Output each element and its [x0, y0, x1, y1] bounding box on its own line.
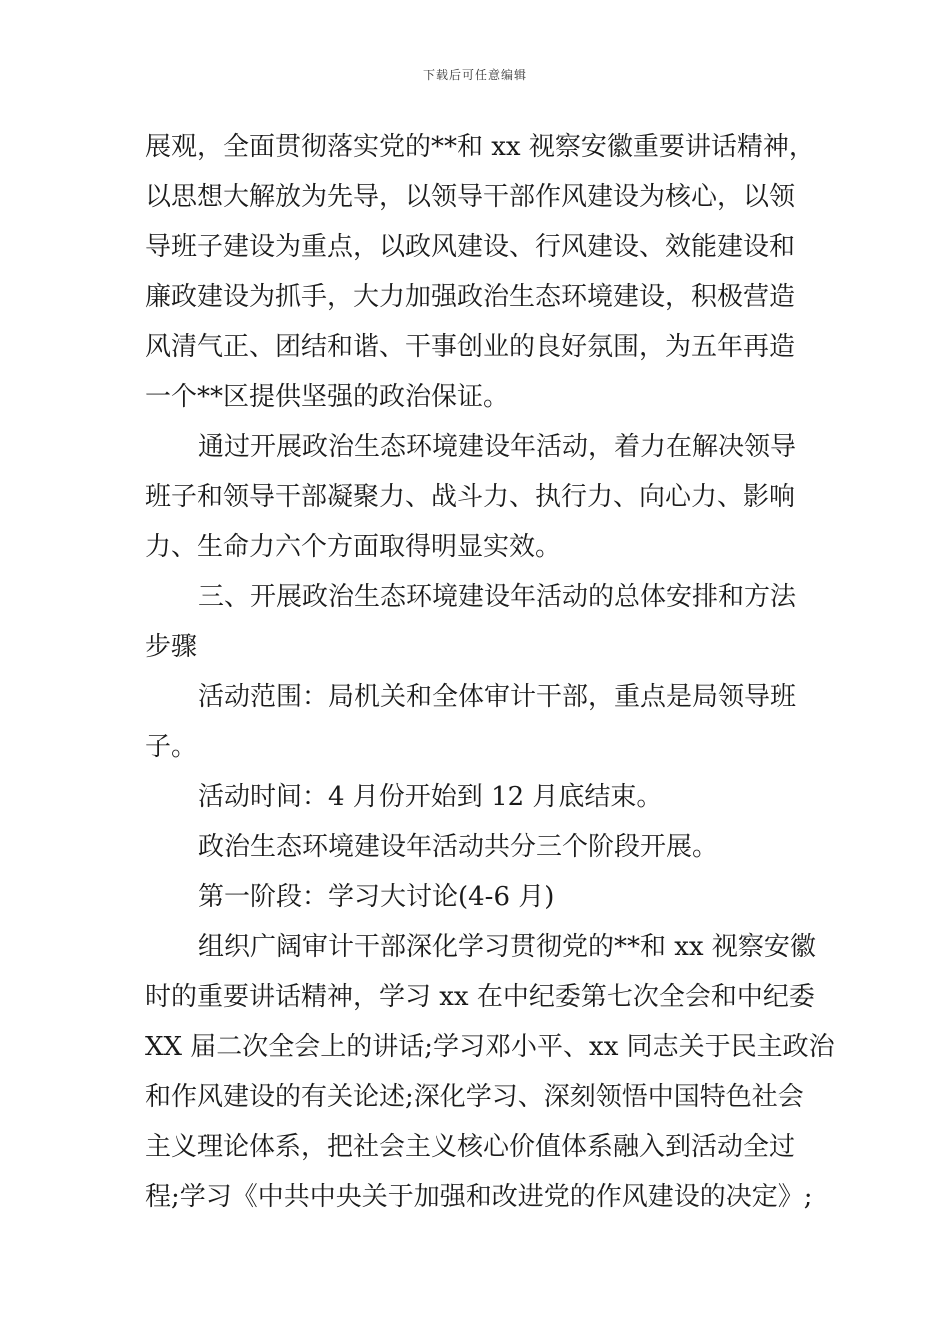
text-line: 廉政建设为抓手，大力加强政治生态环境建设，积极营造: [145, 282, 796, 312]
text-line: 风清气正、团结和谐、干事创业的良好氛围，为五年再造: [145, 332, 796, 362]
text-line: 力、生命力六个方面取得明显实效。: [145, 532, 562, 562]
section-heading: 三、开展政治生态环境建设年活动的总体安排和方法: [198, 582, 797, 612]
text-line: 政治生态环境建设年活动共分三个阶段开展。: [198, 832, 719, 862]
text-line: 和作风建设的有关论述;深化学习、深刻领悟中国特色社会: [145, 1082, 804, 1112]
text-line: 时的重要讲话精神，学习 xx 在中纪委第七次全会和中纪委: [145, 982, 815, 1012]
text-line: 活动范围：局机关和全体审计干部，重点是局领导班: [198, 682, 797, 712]
page-header: 下载后可任意编辑: [422, 68, 527, 82]
text-line: XX 届二次全会上的讲话;学习邓小平、xx 同志关于民主政治: [145, 1032, 835, 1062]
stage-heading: 第一阶段：学习大讨论(4-6 月): [198, 882, 555, 912]
document-body: [145, 122, 835, 1222]
text-line: 班子和领导干部凝聚力、战斗力、执行力、向心力、影响: [145, 482, 796, 512]
text-line: 导班子建设为重点，以政风建设、行风建设、效能建设和: [145, 232, 796, 262]
text-line: 子。: [145, 732, 198, 762]
text-line: 活动时间：4 月份开始到 12 月底结束。: [198, 782, 663, 812]
text-line: 展观，全面贯彻落实党的**和 xx 视察安徽重要讲话精神，: [145, 132, 815, 162]
section-heading: 步骤: [145, 632, 198, 662]
text-line: 一个**区提供坚强的政治保证。: [145, 382, 510, 412]
text-line: 组织广阔审计干部深化学习贯彻党的**和 xx 视察安徽: [198, 932, 816, 962]
text-line: 通过开展政治生态环境建设年活动，着力在解决领导: [198, 432, 797, 462]
text-line: 以思想大解放为先导，以领导干部作风建设为核心，以领: [145, 182, 796, 212]
text-line: 主义理论体系，把社会主义核心价值体系融入到活动全过: [145, 1132, 796, 1162]
text-line: 程;学习《中共中央关于加强和改进党的作风建设的决定》;: [145, 1182, 813, 1212]
